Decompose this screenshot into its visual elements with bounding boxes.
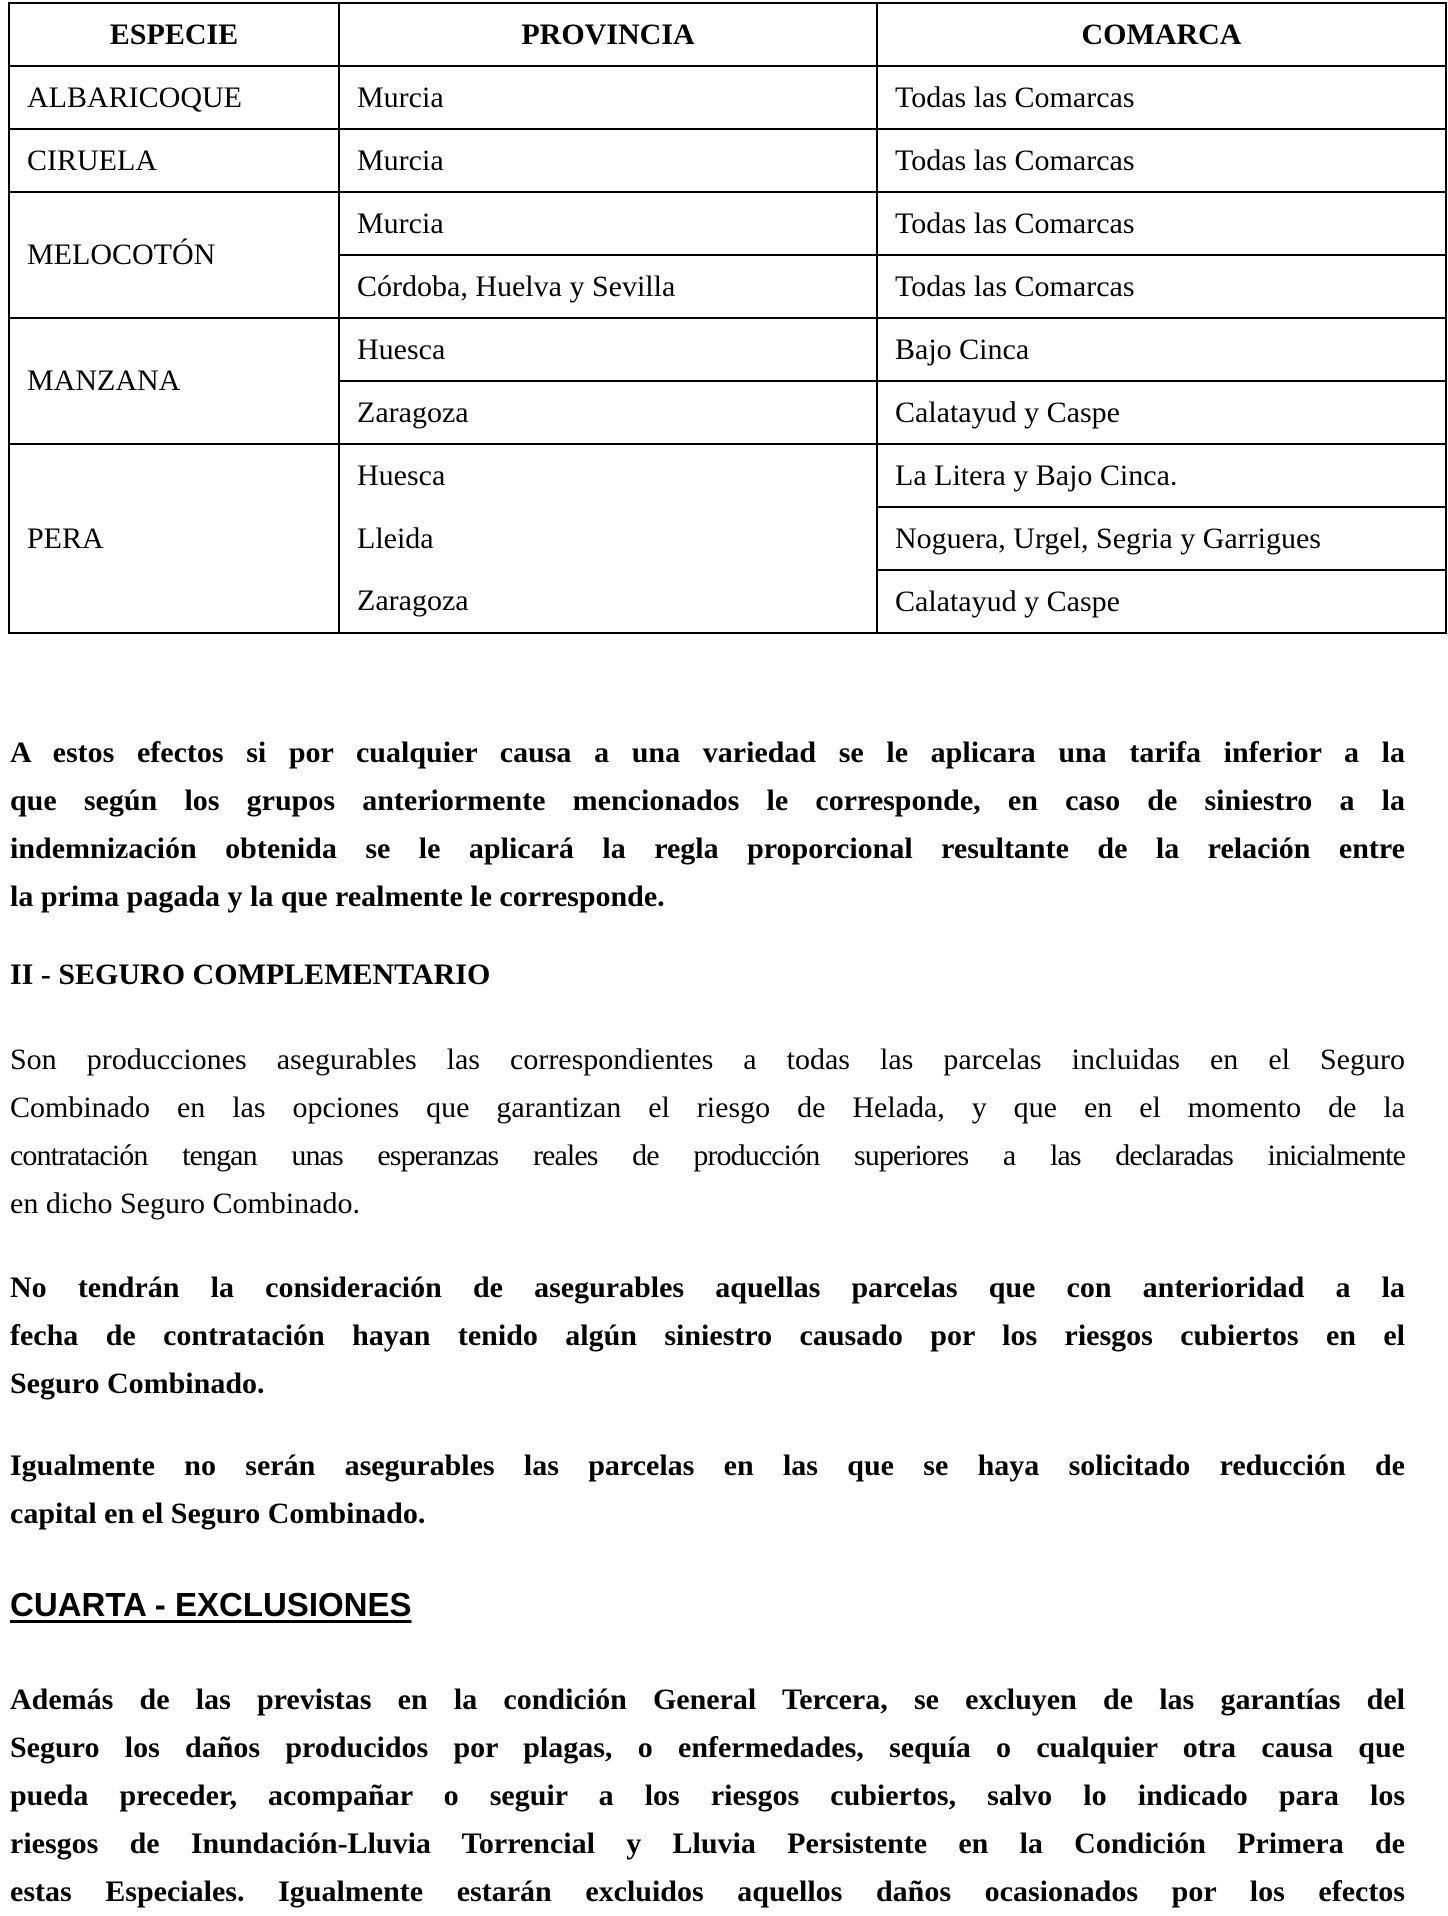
table-row xyxy=(9,318,1446,381)
cell-provincia: Huesca xyxy=(339,318,877,381)
paragraph-line: fecha de contratación hayan tenido algún siniestro causado por los riesgos cubiertos en el xyxy=(10,1319,1405,1352)
cell-comarca: Calatayud y Caspe xyxy=(877,381,1446,444)
table-header-row xyxy=(9,3,1446,66)
cell-provincia: Lleida xyxy=(339,507,877,570)
paragraph-line: en dicho Seguro Combinado. xyxy=(10,1187,360,1220)
paragraph-producciones xyxy=(10,1036,1405,1228)
paragraph-line: Además de las previstas en la condición General Tercera, se excluyen de las garantías del xyxy=(10,1683,1405,1716)
paragraph-line: pueda preceder, acompañar o seguir a los riesgos cubiertos, salvo lo indicado para los xyxy=(10,1779,1405,1812)
cell-provincia: Zaragoza xyxy=(339,570,877,633)
cell-provincia: Huesca xyxy=(339,444,877,507)
paragraph-line: Combinado en las opciones que garantizan el riesgo de Helada, y que en el momento de la xyxy=(10,1091,1405,1124)
cell-comarca: La Litera y Bajo Cinca. xyxy=(877,444,1446,507)
section-heading-exclusiones: CUARTA - EXCLUSIONES xyxy=(10,1586,412,1623)
header-provincia: PROVINCIA xyxy=(339,3,877,66)
paragraph-line: Son producciones asegurables las correspondientes a todas las parcelas incluidas en el Seguro xyxy=(10,1043,1405,1076)
cell-provincia: Córdoba, Huelva y Sevilla xyxy=(339,255,877,318)
paragraph-line: que según los grupos anteriormente mencionados le corresponde, en caso de siniestro a la xyxy=(10,784,1405,817)
paragraph-tarifa xyxy=(10,729,1405,921)
cell-comarca: Todas las Comarcas xyxy=(877,129,1446,192)
table-row xyxy=(9,66,1446,129)
cell-especie: MANZANA xyxy=(9,318,339,444)
section-heading-seguro-complementario: II - SEGURO COMPLEMENTARIO xyxy=(10,958,491,991)
cell-provincia: Murcia xyxy=(339,129,877,192)
header-especie: ESPECIE xyxy=(9,3,339,66)
header-comarca: COMARCA xyxy=(877,3,1446,66)
cell-comarca: Bajo Cinca xyxy=(877,318,1446,381)
cell-provincia: Zaragoza xyxy=(339,381,877,444)
cell-especie: MELOCOTÓN xyxy=(9,192,339,318)
cell-provincia: Murcia xyxy=(339,192,877,255)
cell-especie: CIRUELA xyxy=(9,129,339,192)
cell-provincia: Murcia xyxy=(339,66,877,129)
table-row xyxy=(9,444,1446,507)
cell-comarca: Todas las Comarcas xyxy=(877,66,1446,129)
cell-especie: ALBARICOQUE xyxy=(9,66,339,129)
paragraph-line: riesgos de Inundación-Lluvia Torrencial y Lluvia Persistente en la Condición Primera de xyxy=(10,1827,1405,1860)
paragraph-line: estas Especiales. Igualmente estarán excluidos aquellos daños ocasionados por los efectos xyxy=(10,1875,1405,1908)
species-table xyxy=(8,2,1447,634)
table-row xyxy=(9,192,1446,255)
paragraph-line: Igualmente no serán asegurables las parcelas en las que se haya solicitado reducción de xyxy=(10,1449,1405,1482)
cell-comarca: Todas las Comarcas xyxy=(877,255,1446,318)
paragraph-line: No tendrán la consideración de asegurables aquellas parcelas que con anterioridad a la xyxy=(10,1271,1405,1304)
cell-comarca: Noguera, Urgel, Segria y Garrigues xyxy=(877,507,1446,570)
paragraph-exclusiones xyxy=(10,1676,1405,1916)
paragraph-line: indemnización obtenida se le aplicará la regla proporcional resultante de la relación entre xyxy=(10,832,1405,865)
paragraph-line: Seguro Combinado. xyxy=(10,1367,265,1400)
paragraph-reduccion-capital xyxy=(10,1442,1405,1538)
paragraph-no-asegurables xyxy=(10,1264,1405,1408)
cell-especie: PERA xyxy=(9,444,339,633)
paragraph-line: la prima pagada y la que realmente le corresponde. xyxy=(10,880,665,913)
table-row xyxy=(9,129,1446,192)
cell-comarca: Todas las Comarcas xyxy=(877,192,1446,255)
paragraph-line: Seguro los daños producidos por plagas, o enfermedades, sequía o cualquier otra causa que xyxy=(10,1731,1405,1764)
paragraph-line: A estos efectos si por cualquier causa a una variedad se le aplicara una tarifa inferior a la xyxy=(10,736,1405,769)
paragraph-line: capital en el Seguro Combinado. xyxy=(10,1497,426,1530)
cell-comarca: Calatayud y Caspe xyxy=(877,570,1446,633)
paragraph-line: contratación tengan unas esperanzas reales de producción superiores a las declaradas inicialmente xyxy=(10,1139,1405,1172)
